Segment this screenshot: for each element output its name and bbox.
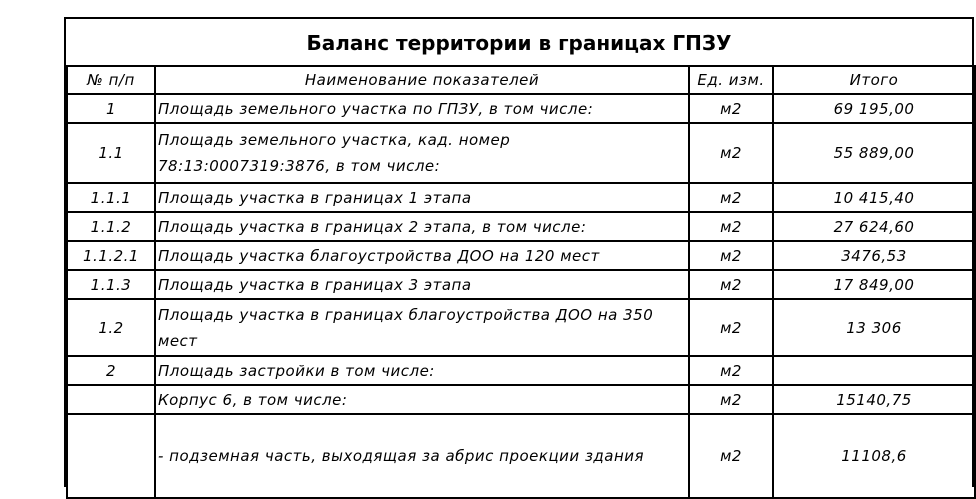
header-unit: Ед. изм. (689, 66, 773, 94)
row-unit: м2 (689, 241, 773, 270)
balance-table (66, 65, 976, 499)
row-num: 1.1.1 (67, 183, 155, 212)
row-unit: м2 (689, 270, 773, 299)
row-total: 11108,6 (773, 414, 975, 498)
row-total: 17 849,00 (773, 270, 975, 299)
row-total: 3476,53 (773, 241, 975, 270)
row-num: 1 (67, 94, 155, 123)
header-name: Наименование показателей (155, 66, 689, 94)
row-num: 1.1.2.1 (67, 241, 155, 270)
row-unit: м2 (689, 183, 773, 212)
table-row (67, 212, 975, 241)
row-num: 1.2 (67, 299, 155, 356)
row-num: 1.1 (67, 123, 155, 183)
table-row (67, 414, 975, 498)
row-num: 2 (67, 356, 155, 385)
table-row (67, 183, 975, 212)
row-unit: м2 (689, 356, 773, 385)
row-name: Площадь участка в границах благоустройства ДОО на 350 мест (155, 299, 689, 356)
row-name: Площадь участка в границах 2 этапа, в том числе: (155, 212, 689, 241)
row-name: - подземная часть, выходящая за абрис проекции здания (155, 414, 689, 498)
table-row (67, 385, 975, 414)
row-name: Площадь участка в границах 3 этапа (155, 270, 689, 299)
header-row (67, 66, 975, 94)
header-total: Итого (773, 66, 975, 94)
row-unit: м2 (689, 414, 773, 498)
row-name: Корпус 6, в том числе: (155, 385, 689, 414)
row-num (67, 414, 155, 498)
table-row (67, 123, 975, 183)
row-unit: м2 (689, 299, 773, 356)
table-title: Баланс территории в границах ГПЗУ (306, 31, 732, 55)
row-name: Площадь застройки в том числе: (155, 356, 689, 385)
row-total: 10 415,40 (773, 183, 975, 212)
row-num (67, 385, 155, 414)
row-total: 27 624,60 (773, 212, 975, 241)
table-row (67, 241, 975, 270)
table-row (67, 270, 975, 299)
row-num: 1.1.2 (67, 212, 155, 241)
row-num: 1.1.3 (67, 270, 155, 299)
row-name: Площадь земельного участка, кад. номер 78:13:0007319:3876, в том числе: (155, 123, 689, 183)
row-total: 69 195,00 (773, 94, 975, 123)
row-unit: м2 (689, 212, 773, 241)
row-name: Площадь участка благоустройства ДОО на 120 мест (155, 241, 689, 270)
row-total: 13 306 (773, 299, 975, 356)
row-unit: м2 (689, 94, 773, 123)
header-num: № п/п (67, 66, 155, 94)
row-total: 55 889,00 (773, 123, 975, 183)
row-name: Площадь участка в границах 1 этапа (155, 183, 689, 212)
table-row (67, 299, 975, 356)
row-name: Площадь земельного участка по ГПЗУ, в том числе: (155, 94, 689, 123)
table-row (67, 94, 975, 123)
row-total: 15140,75 (773, 385, 975, 414)
row-unit: м2 (689, 123, 773, 183)
row-unit: м2 (689, 385, 773, 414)
table-row (67, 356, 975, 385)
row-total (773, 356, 975, 385)
